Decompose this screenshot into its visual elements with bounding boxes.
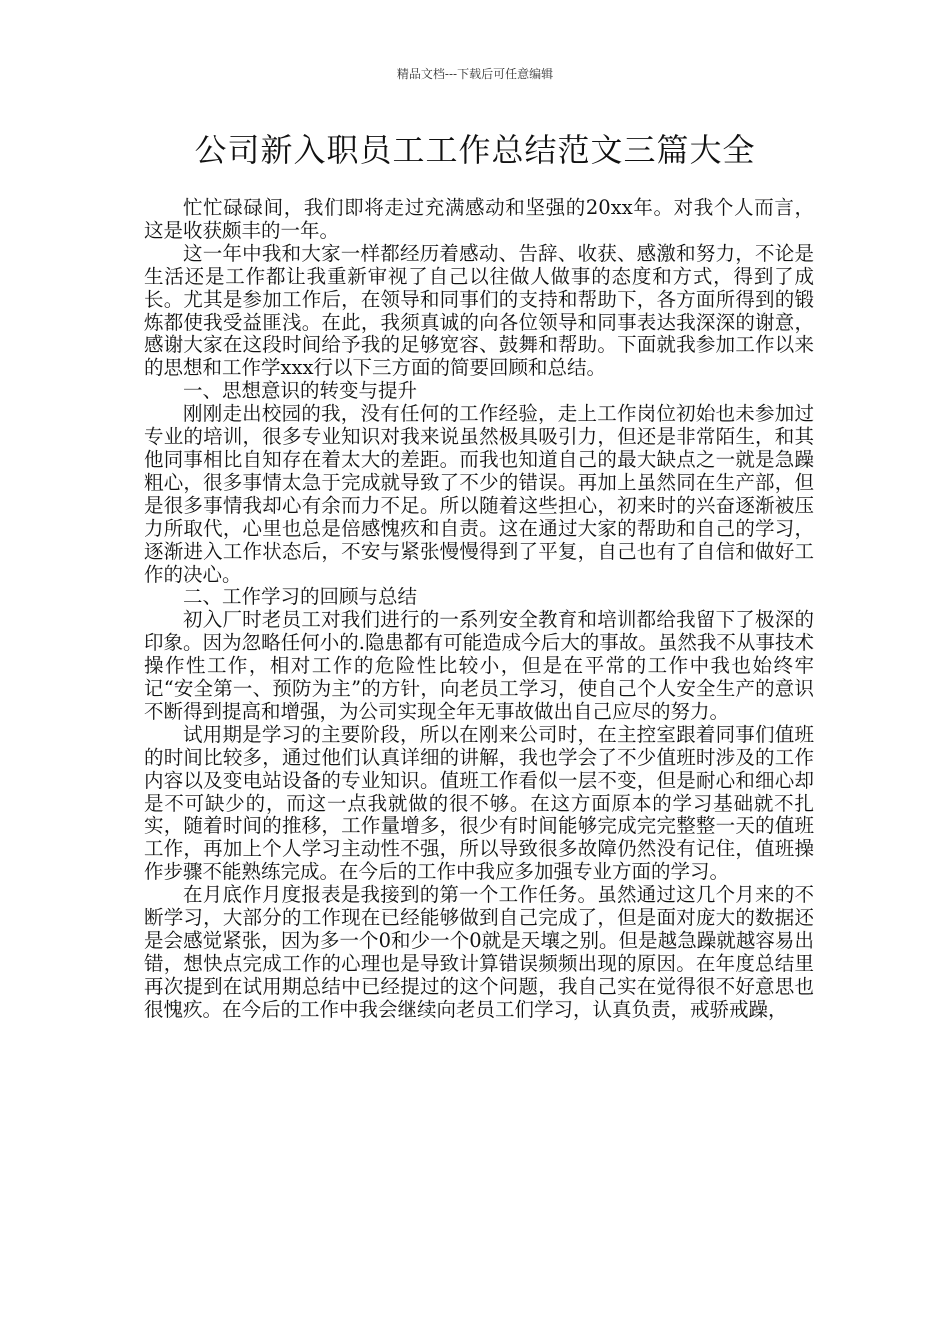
paragraph-monthly-report: 在月底作月度报表是我接到的第一个工作任务。虽然通过这几个月来的不断学习，大部分的工作现在已经能够做到自己完成了，但是面对庞大的数据还是会感觉紧张，因为多一个0和少一个0就是天壤之别。但是越急躁就越容易出错，想快点完成工作的心理也是导致计算错误频频出现的原因。在年度总结里再次提到在试用期总结中已经提过的这个问题，我自己实在觉得很不好意思也很愧疚。在今后的工作中我会继续向老员工们学习，认真负责，戒骄戒躁， bbox=[144, 883, 814, 1021]
header-note: 精品文档---下载后可任意编辑 bbox=[396, 67, 554, 81]
document-title: 公司新入职员工工作总结范文三篇大全 bbox=[194, 131, 756, 169]
paragraph-intro: 忙忙碌碌间，我们即将走过充满感动和坚强的20xx年。对我个人而言，这是收获颇丰的一年。 bbox=[144, 196, 814, 242]
paragraph-safety: 初入厂时老员工对我们进行的一系列安全教育和培训都给我留下了极深的印象。因为忽略任何小的.隐患都有可能造成今后大的事故。虽然我不从事技术操作性工作，相对工作的危险性比较小，但是在平常的工作中我也始终牢记“安全第一、预防为主”的方针，向老员工学习，使自己个人安全生产的意识不断得到提高和增强，为公司实现全年无事故做出自己应尽的努力。 bbox=[144, 608, 814, 723]
paragraph-mindset: 刚刚走出校园的我，没有任何的工作经验，走上工作岗位初始也未参加过专业的培训，很多专业知识对我来说虽然极具吸引力，但还是非常陌生，和其他同事相比自知存在着太大的差距。而我也知道自己的最大缺点之一就是急躁粗心，很多事情太急于完成就导致了不少的错误。再加上虽然同在生产部，但是很多事情我却心有余而力不足。所以随着这些担心，初来时的兴奋逐渐被压力所取代，心里也总是倍感愧疚和自责。这在通过大家的帮助和自己的学习，逐渐进入工作状态后，不安与紧张慢慢得到了平复，自己也有了自信和做好工作的决心。 bbox=[144, 402, 814, 586]
section-heading-2: 二、工作学习的回顾与总结 bbox=[183, 585, 418, 609]
document-body bbox=[144, 197, 814, 1022]
section-heading-1: 一、思想意识的转变与提升 bbox=[183, 379, 418, 403]
paragraph-gratitude: 这一年中我和大家一样都经历着感动、告辞、收获、感激和努力，不论是生活还是工作都让我重新审视了自己以往做人做事的态度和方式，得到了成长。尤其是参加工作后，在领导和同事们的支持和帮助下，各方面所得到的锻炼都使我受益匪浅。在此，我须真诚的向各位领导和同事表达我深深的谢意，感谢大家在这段时间给予我的足够宽容、鼓舞和帮助。下面就我参加工作以来的思想和工作学xxx行以下三方面的简要回顾和总结。 bbox=[144, 241, 814, 380]
paragraph-probation: 试用期是学习的主要阶段，所以在刚来公司时，在主控室跟着同事们值班的时间比较多，通过他们认真详细的讲解，我也学会了不少值班时涉及的工作内容以及变电站设备的专业知识。值班工作看似一层不变，但是耐心和细心却是不可缺少的，而这一点我就做的很不够。在这方面原本的学习基础就不扎实，随着时间的推移，工作量增多，很少有时间能够完成完完整整一天的值班工作，再加上个人学习主动性不强，所以导致很多故障仍然没有记住，值班操作步骤不能熟练完成。在今后的工作中我应多加强专业方面的学习。 bbox=[144, 722, 814, 884]
